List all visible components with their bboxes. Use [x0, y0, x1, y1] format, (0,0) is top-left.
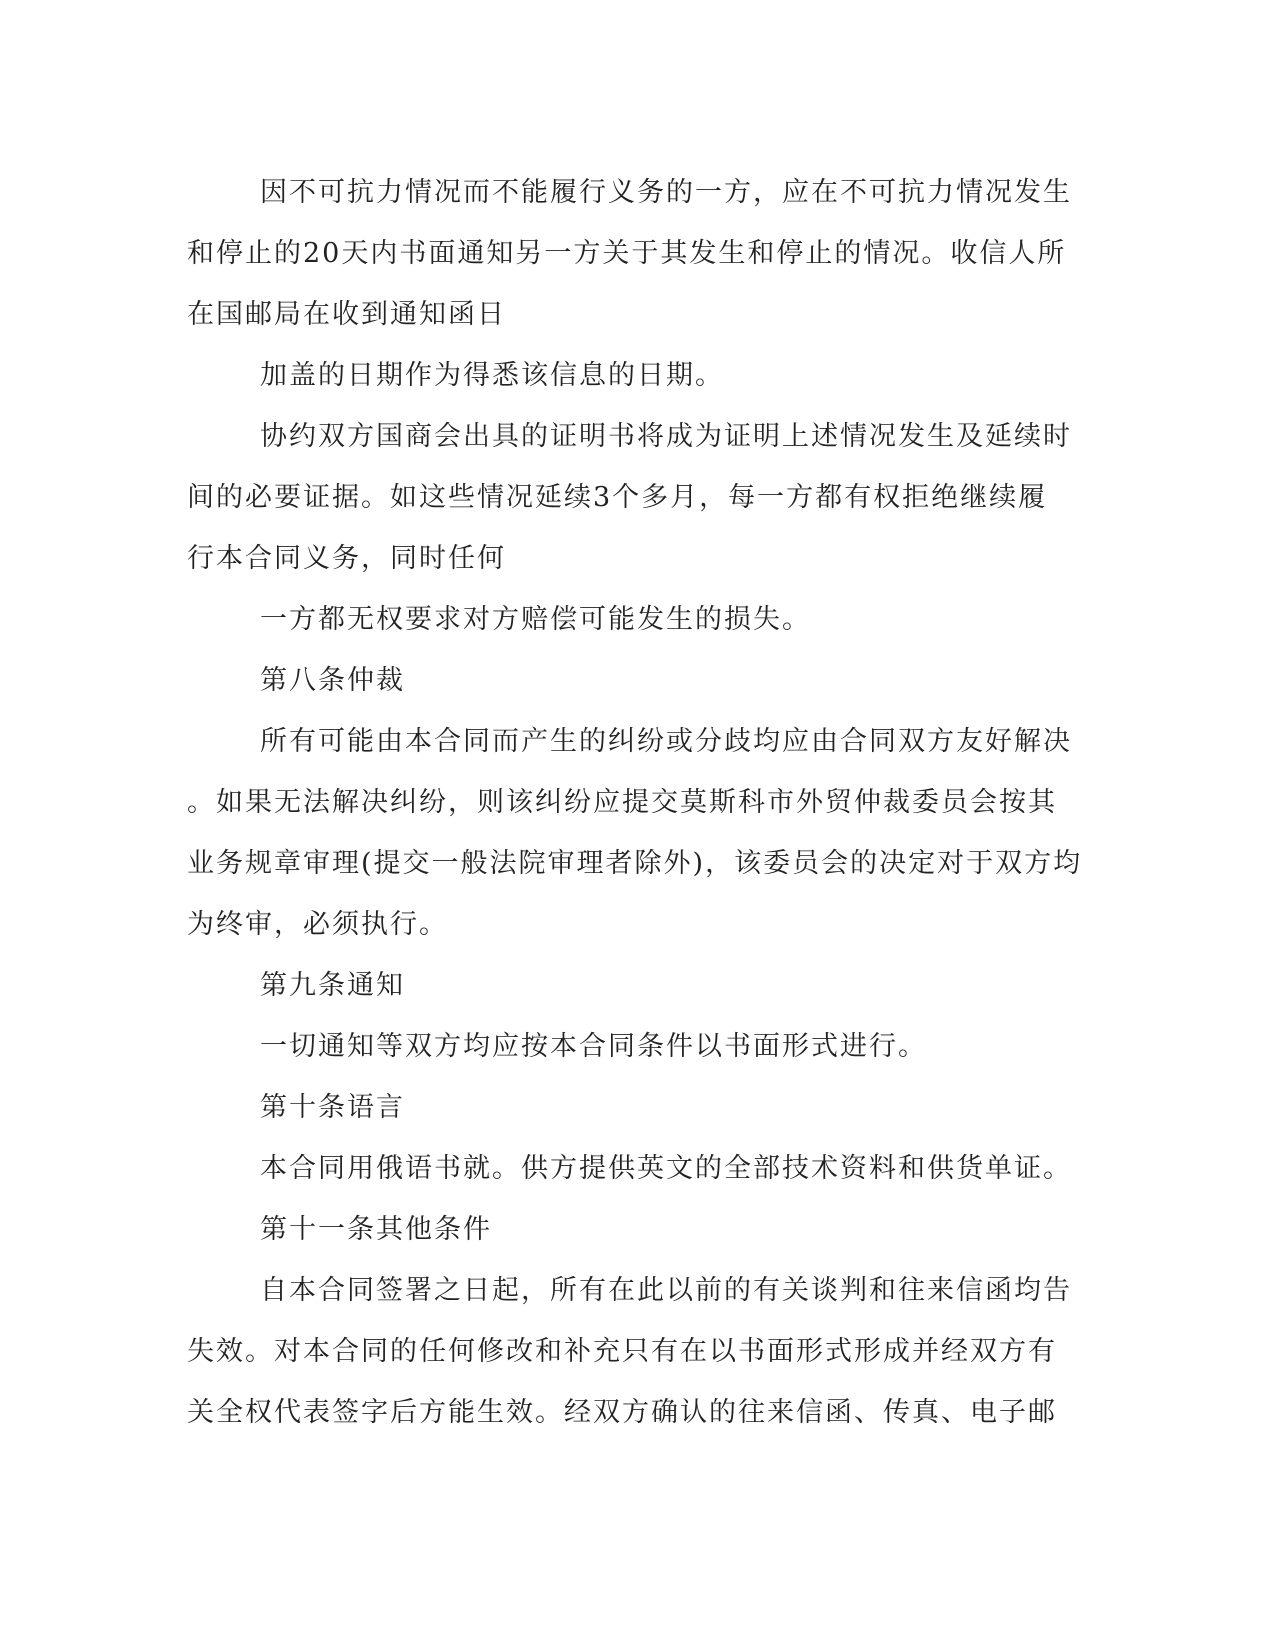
text-line: 和停止的20天内书面通知另一方关于其发生和停止的情况。收信人所	[187, 238, 1067, 269]
paragraph-language	[187, 1138, 1072, 1199]
text-line: 失效。对本合同的任何修改和补充只有在以书面形式形成并经双方有	[187, 1336, 1057, 1367]
text-line: 。如果无法解决纠纷，则该纠纷应提交莫斯科市外贸仲裁委员会按其	[187, 787, 1057, 818]
paragraph-arbitration	[187, 711, 1083, 955]
text-line: 行本合同义务，同时任何	[187, 543, 506, 574]
paragraph-other-conditions	[187, 1260, 1072, 1443]
heading-article-8	[187, 650, 1067, 711]
text-line: 协约双方国商会出具的证明书将成为证明上述情况发生及延续时	[260, 421, 1072, 452]
section-heading: 第九条通知	[260, 970, 405, 1001]
section-heading: 第十条语言	[260, 1092, 405, 1123]
text-line: 在国邮局在收到通知函日	[187, 299, 506, 330]
heading-article-9	[187, 955, 1067, 1016]
paragraph-notices	[187, 1016, 1067, 1077]
text-line: 一方都无权要求对方赔偿可能发生的损失。	[260, 604, 811, 635]
section-heading: 第十一条其他条件	[260, 1214, 492, 1245]
text-line: 为终审，必须执行。	[187, 909, 448, 940]
heading-article-10	[187, 1077, 1067, 1138]
text-line: 一切通知等双方均应按本合同条件以书面形式进行。	[260, 1031, 927, 1062]
paragraph-force-majeure-notice	[187, 162, 1072, 345]
paragraph-no-compensation	[187, 589, 1067, 650]
text-line: 因不可抗力情况而不能履行义务的一方，应在不可抗力情况发生	[260, 177, 1072, 208]
document-body	[187, 162, 1083, 1443]
text-line: 关全权代表签字后方能生效。经双方确认的往来信函、传真、电子邮	[187, 1397, 1057, 1428]
heading-article-11	[187, 1199, 1067, 1260]
text-line: 本合同用俄语书就。供方提供英文的全部技术资料和供货单证。	[260, 1153, 1072, 1184]
text-line: 所有可能由本合同而产生的纠纷或分歧均应由合同双方友好解决	[260, 726, 1072, 757]
text-line: 自本合同签署之日起，所有在此以前的有关谈判和往来信函均告	[260, 1275, 1072, 1306]
text-line: 业务规章审理(提交一般法院审理者除外)，该委员会的决定对于双方均	[187, 848, 1083, 879]
paragraph-postmark-date	[187, 345, 1067, 406]
text-line: 加盖的日期作为得悉该信息的日期。	[260, 360, 724, 391]
text-line: 间的必要证据。如这些情况延续3个多月，每一方都有权拒绝继续履	[187, 482, 1048, 513]
paragraph-chamber-certificate	[187, 406, 1072, 589]
section-heading: 第八条仲裁	[260, 665, 405, 696]
